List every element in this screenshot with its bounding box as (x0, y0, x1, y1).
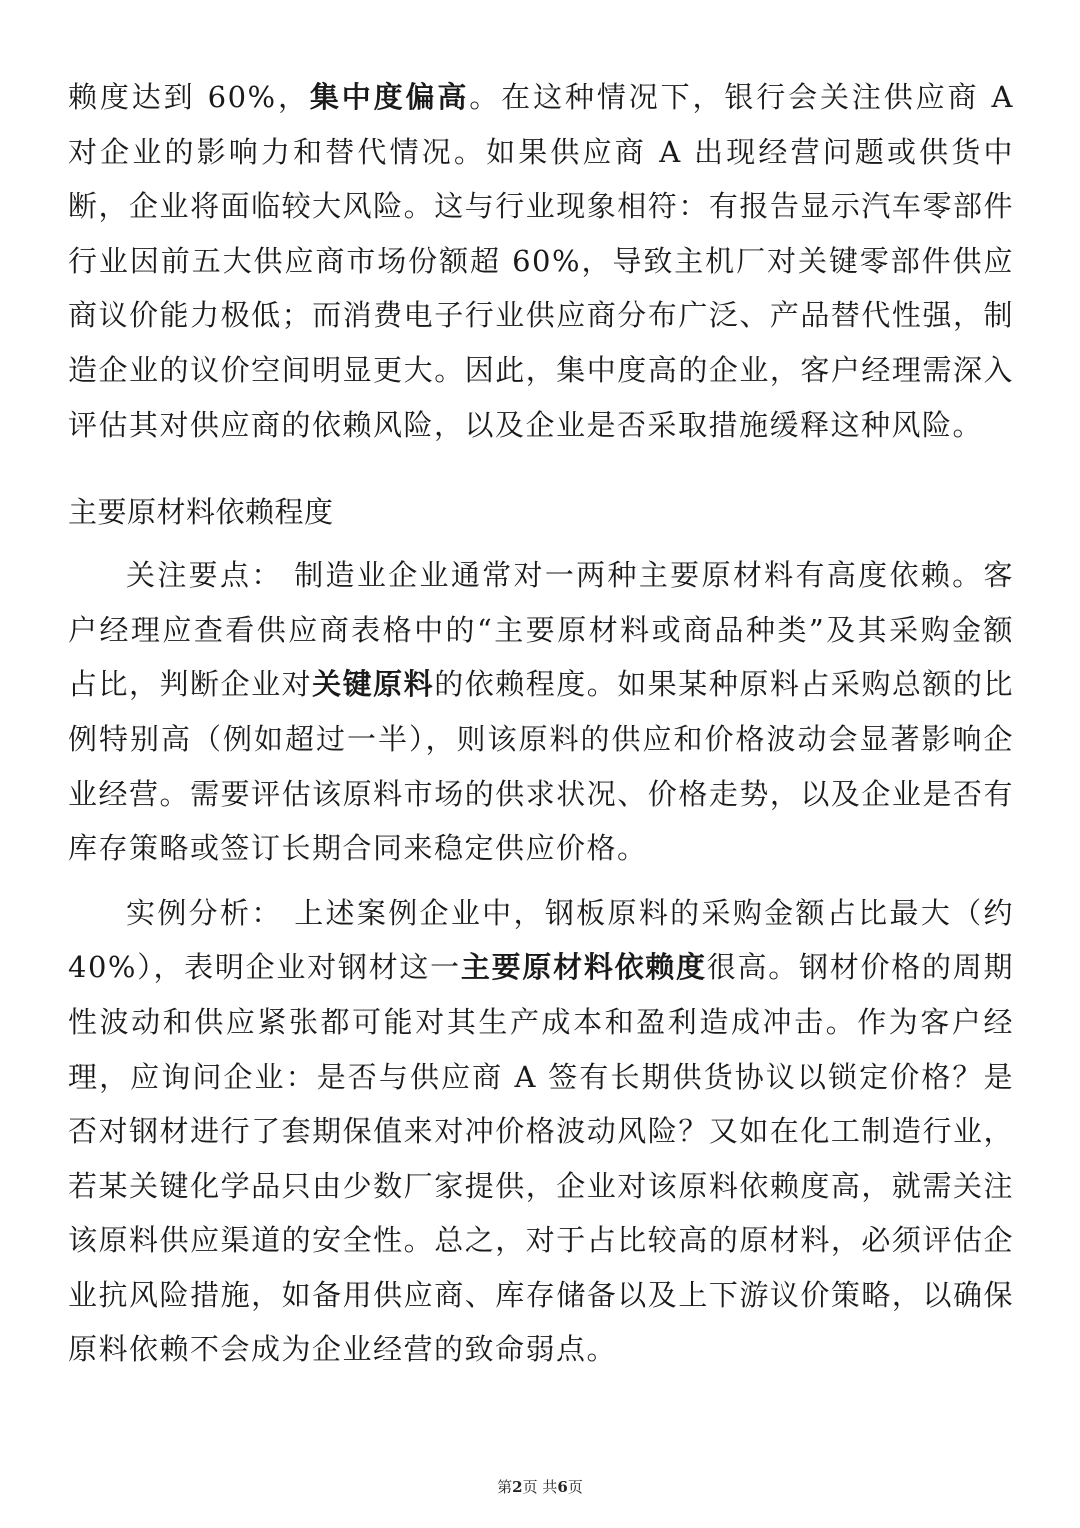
footer-prefix: 第 (497, 1478, 513, 1496)
text-run: 上述案例企业中，钢板原料的采购金额占比最大（约 40%），表明企业对钢材这一 (68, 895, 1014, 985)
spacer (68, 876, 1014, 886)
emphasis-key-material: 关键原料 (312, 667, 435, 702)
document-page (68, 70, 1014, 1377)
footer-page-number: 2 (512, 1478, 523, 1496)
section-heading: 主要原材料依赖程度 (68, 495, 334, 530)
spacer (68, 536, 1014, 548)
text-run: 的依赖程度。如果某种原料占采购总额的比例特别高（例如超过一半），则该原料的供应和价格波动会显著影响企业经营。需要评估该原料市场的供求状况、价格走势，以及企业是否有库存策略或签订长期合同来稳定供应价格。 (68, 667, 1014, 866)
paragraph-supplier-concentration (68, 70, 1014, 452)
label-key-points: 关注要点： (126, 558, 283, 593)
text-run: 赖度达到 60%， (68, 80, 310, 114)
page-footer (0, 1476, 1080, 1497)
emphasis-material-dependency: 主要原材料依赖度 (460, 950, 707, 985)
text-run: 制造业企业通常对一两种主要原材料有高度依赖。客户经理应查看供应商表格中的“主要原材料或商品种类”及其采购金额占比，判断企业对 (68, 558, 1014, 702)
footer-total-pages: 6 (557, 1478, 568, 1496)
text-run: 很高。钢材价格的周期性波动和供应紧张都可能对其生产成本和盈利造成冲击。作为客户经理，应询问企业：是否与供应商 A 签有长期供货协议以锁定价格？是否对钢材进行了套期保值来对冲价格波动风险？又如在化工制造行业，若某关键化学品只由少数厂家提供，企业对该原料依赖度高，就需关注该原料供应渠道的安全性。总之，对于占比较高的原材料，必须评估企业抗风险措施，如备用供应商、库存储备以及上下游议价策略，以确保原料依赖不会成为企业经营的致命弱点。 (68, 950, 1014, 1367)
text-run: 。在这种情况下，银行会关注供应商 A 对企业的影响力和替代情况。如果供应商 A 出现经营问题或供货中断，企业将面临较大风险。这与行业现象相符：有报告显示汽车零部件行业因前五大供应商市场份额超 60%，导致主机厂对关键零部件供应商议价能力极低；而消费电子行业供应商分布广泛、产品替代性强，制造企业的议价空间明显更大。因此，集中度高的企业，客户经理需深入评估其对供应商的依赖风险，以及企业是否采取措施缓释这种风险。 (68, 80, 1014, 442)
footer-suffix: 页 (567, 1478, 583, 1496)
emphasis-concentration-high: 集中度偏高 (309, 80, 470, 114)
spacer (68, 452, 1014, 488)
paragraph-key-points (68, 548, 1014, 876)
label-case-analysis: 实例分析： (126, 895, 283, 930)
footer-middle: 页 共 (522, 1478, 558, 1496)
paragraph-case-analysis (68, 886, 1014, 1377)
